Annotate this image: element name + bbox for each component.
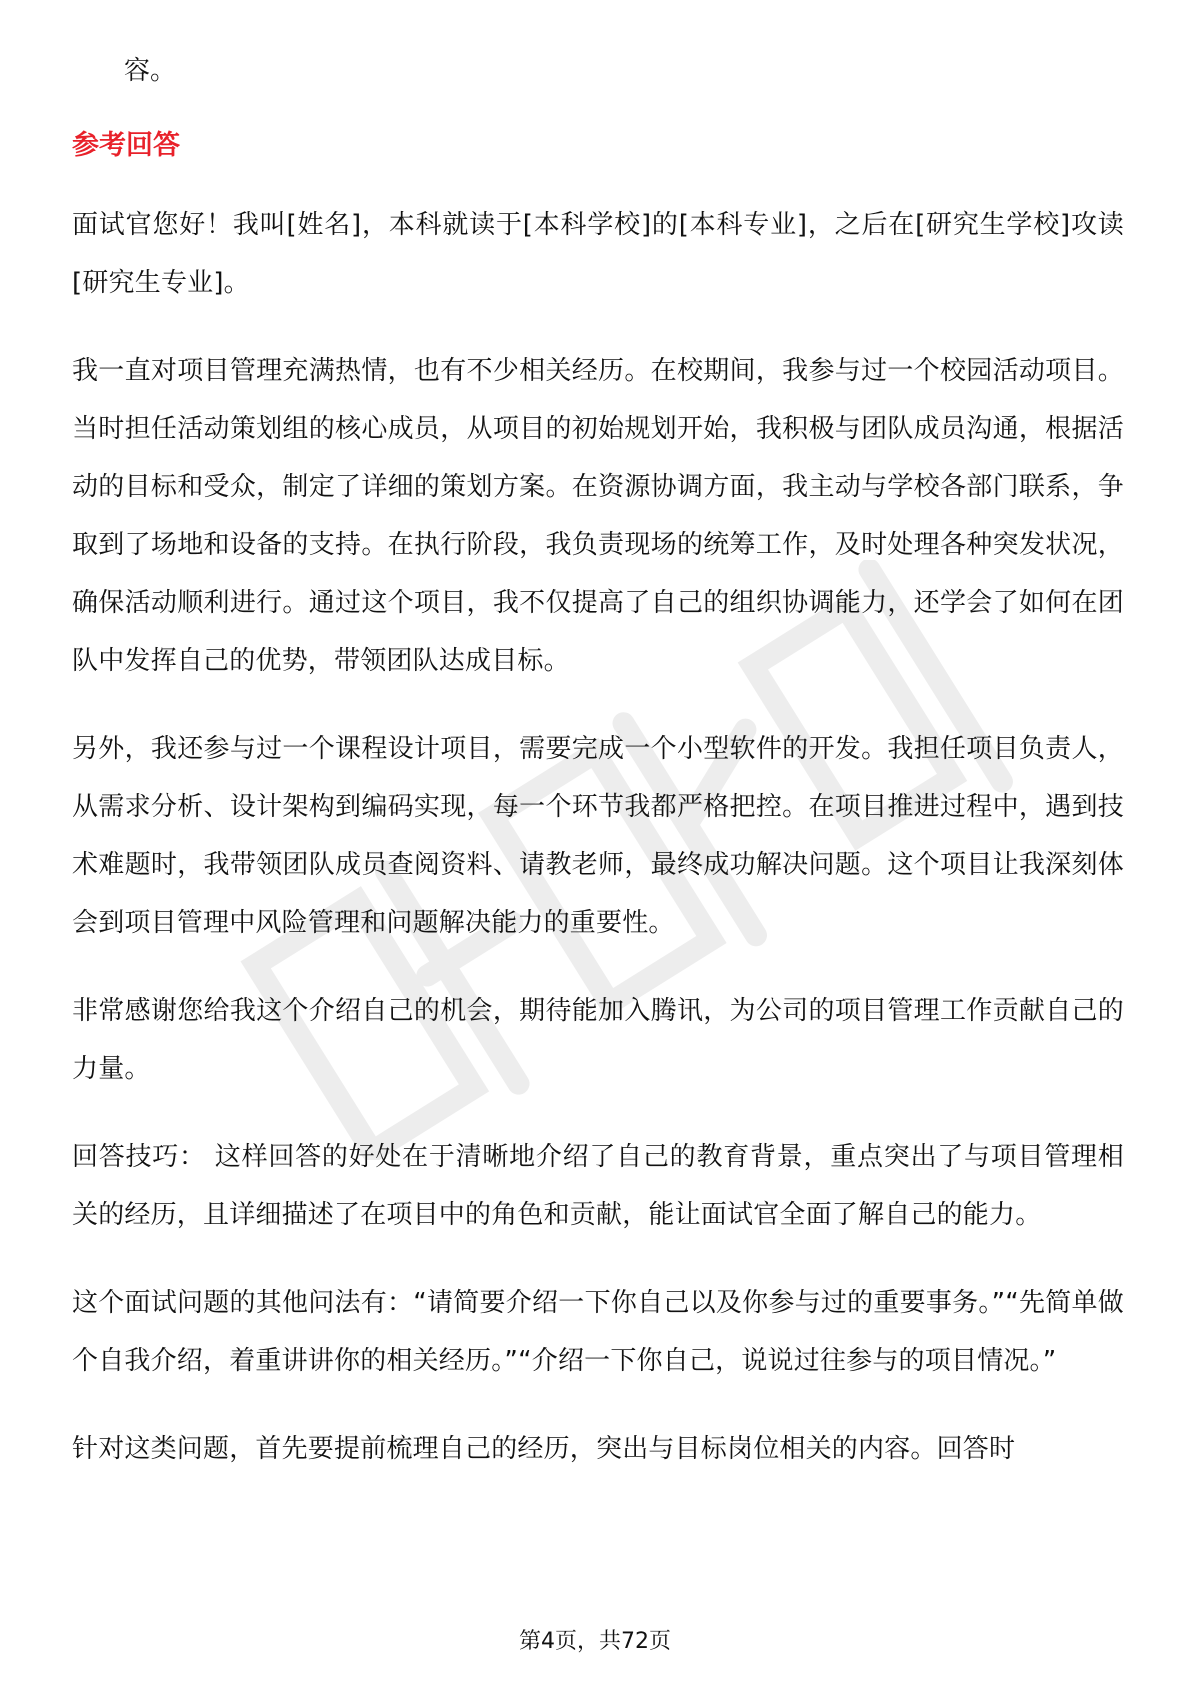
page-footer: 第4页，共72页 xyxy=(519,1629,671,1654)
paragraph-course-project: 另外，我还参与过一个课程设计项目，需要完成一个小型软件的开发。我担任项目负责人，从需求分析、设计架构到编码实现，每一个环节我都严格把控。在项目推进过程中，遇到技术难题时，我带领团队成员查阅资料、请教老师，最终成功解决问题。这个项目让我深刻体会到项目管理中风险管理和问题解决能力的重要性。 xyxy=(72,734,1124,938)
continuation-text: 容。 xyxy=(124,56,177,86)
paragraph-closing: 非常感谢您给我这个介绍自己的机会，期待能加入腾讯，为公司的项目管理工作贡献自己的力量。 xyxy=(72,996,1124,1084)
paragraph-answer-tips: 回答技巧： 这样回答的好处在于清晰地介绍了自己的教育背景，重点突出了与项目管理相关的经历，且详细描述了在项目中的角色和贡献，能让面试官全面了解自己的能力。 xyxy=(72,1142,1125,1230)
document-body xyxy=(72,50,1124,1508)
paragraph-campus-project: 我一直对项目管理充满热情，也有不少相关经历。在校期间，我参与过一个校园活动项目。当时担任活动策划组的核心成员，从项目的初始规划开始，我积极与团队成员沟通，根据活动的目标和受众，制定了详细的策划方案。在资源协调方面，我主动与学校各部门联系，争取到了场地和设备的支持。在执行阶段，我负责现场的统筹工作，及时处理各种突发状况，确保活动顺利进行。通过这个项目，我不仅提高了自己的组织协调能力，还学会了如何在团队中发挥自己的优势，带领团队达成目标。 xyxy=(72,356,1124,676)
paragraph-advice: 针对这类问题，首先要提前梳理自己的经历，突出与目标岗位相关的内容。回答时 xyxy=(72,1434,1016,1464)
section-heading: 参考回答 xyxy=(72,130,180,161)
paragraph-intro: 面试官您好！我叫[姓名]，本科就读于[本科学校]的[本科专业]，之后在[研究生学校]攻读[研究生专业]。 xyxy=(72,210,1124,298)
paragraph-alternate-questions: 这个面试问题的其他问法有：“请简要介绍一下你自己以及你参与过的重要事务。”“先简单做个自我介绍，着重讲讲你的相关经历。”“介绍一下你自己，说说过往参与的项目情况。” xyxy=(72,1288,1124,1376)
